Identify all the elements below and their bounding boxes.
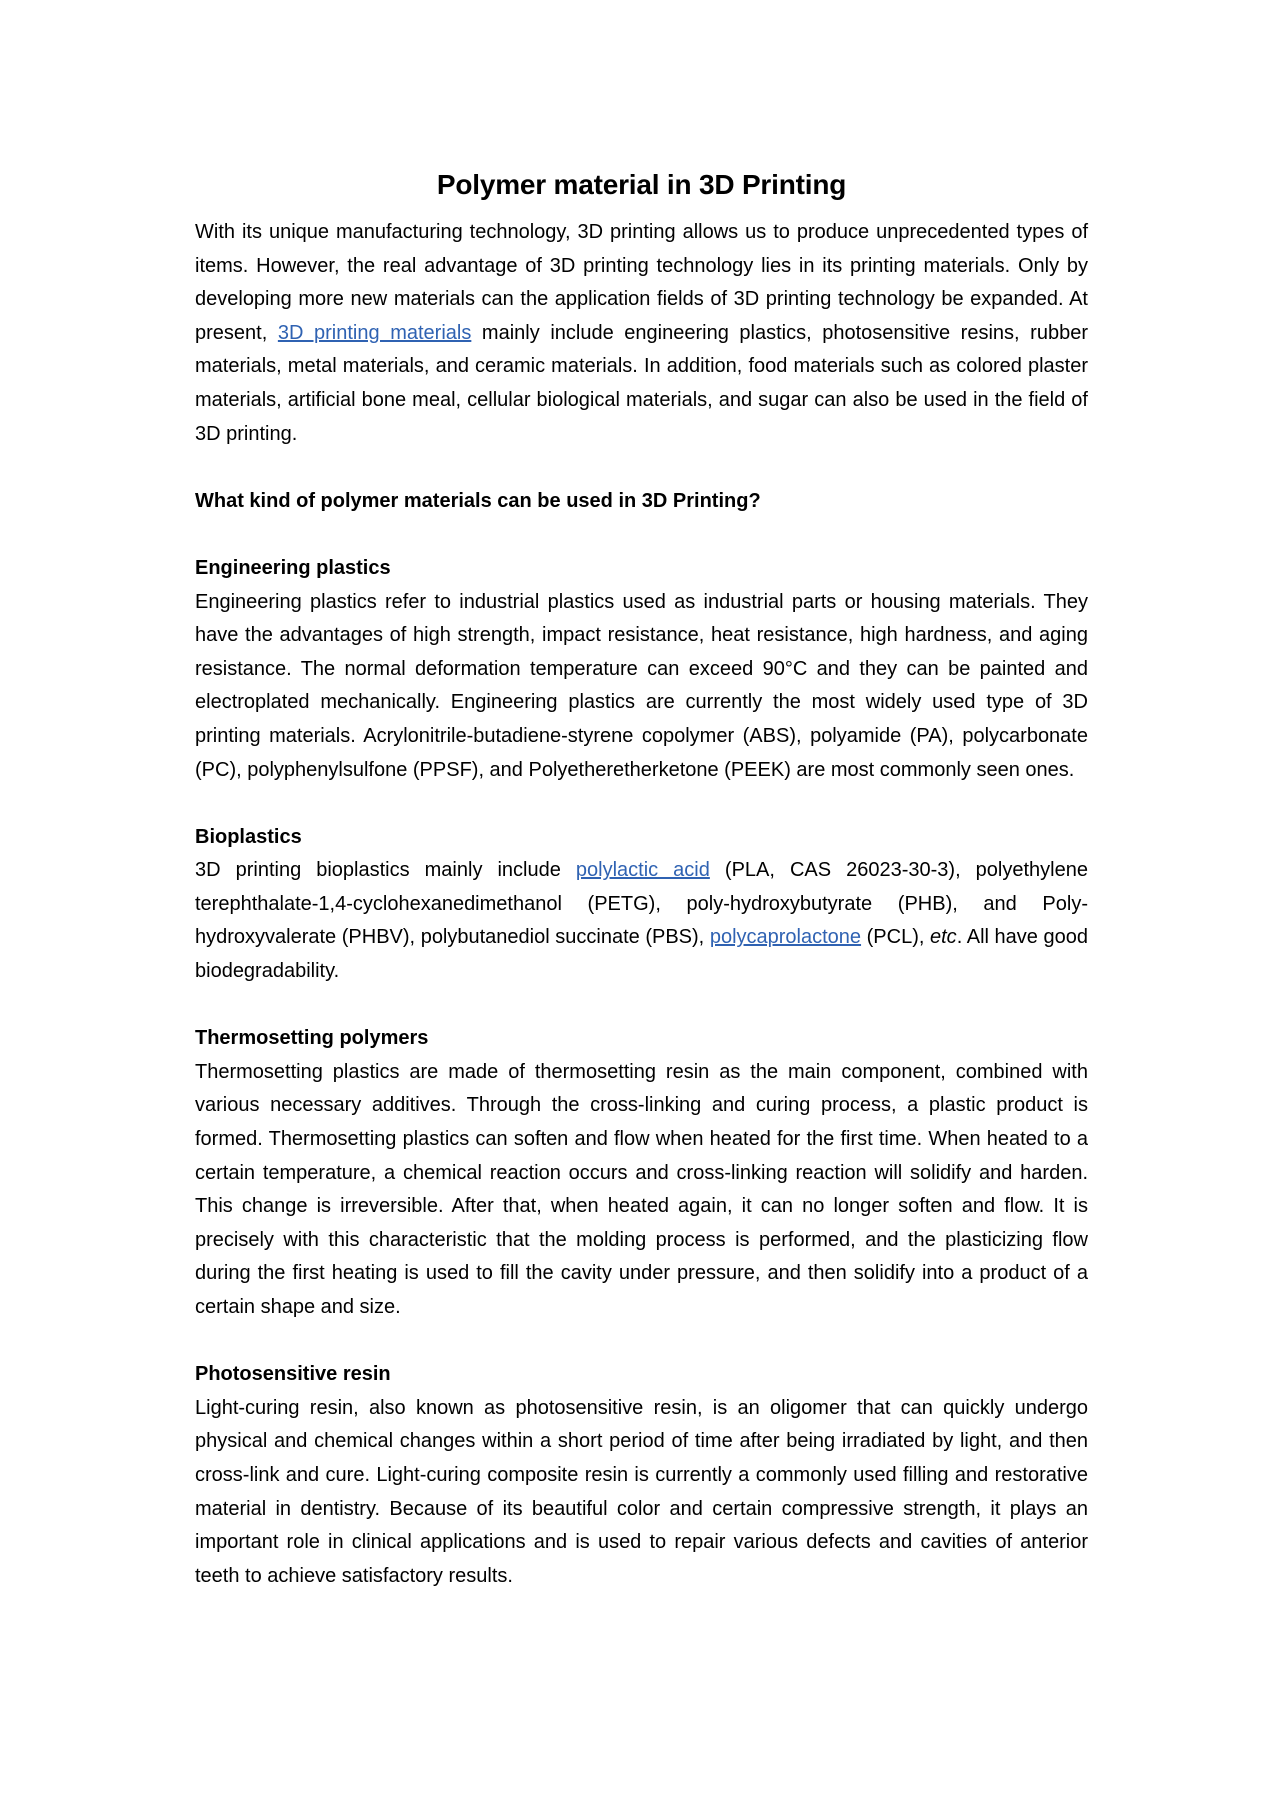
engineering-plastics-paragraph: Engineering plastics refer to industrial plastics used as industrial parts or housing materials. They have the advantages of high strength, impact resistance, heat resistance, high hardness, and aging resistance. The normal deformation temperature can exceed 90°C and they can be painted and electroplated mechanically. Engineering plastics are currently the most widely used type of 3D printing materials. Acrylonitrile-butadiene-styrene copolymer (ABS), polyamide (PA), polycarbonate (PC), polyphenylsulfone (PPSF), and Polyetheretherketone (PEEK) are most commonly seen ones. (195, 590, 1088, 781)
intro-text-1: With its unique manufacturing technology, 3D printing allows us to produce unprecedented types of items. However, the real advantage of 3D printing technology lies in its printing materials. Only by developing more new materials can the application fields of 3D printing technology be expanded. At present, (195, 221, 1088, 344)
section-heading-bioplastics: Bioplastics (195, 825, 302, 848)
bioplastics-paragraph (195, 854, 1088, 988)
section-heading-photosensitive-resin: Photosensitive resin (195, 1363, 391, 1386)
document-page (195, 168, 1088, 1593)
bioplastics-text-4: . All have good biodegradability. (195, 926, 1088, 983)
bioplastics-etc: etc (930, 926, 957, 949)
spacer (195, 518, 1088, 552)
intro-paragraph (195, 216, 1088, 451)
photosensitive-paragraph: Light-curing resin, also known as photosensitive resin, is an oligomer that can quickly undergo physical and chemical changes within a short period of time after being irradiated by light, and then cross-link and cure. Light-curing composite resin is currently a commonly used filling and restorative material in dentistry. Because of its beautiful color and certain compressive strength, it plays an important role in clinical applications and is used to repair various defects and cavities of anterior teeth to achieve satisfactory results. (195, 1396, 1088, 1587)
spacer (195, 787, 1088, 821)
polycaprolactone-link[interactable]: polycaprolactone (709, 926, 862, 949)
bioplastics-text-3: (PCL), (861, 926, 930, 949)
section-heading-engineering-plastics: Engineering plastics (195, 556, 391, 579)
intro-text-2: mainly include engineering plastics, photosensitive resins, rubber materials, metal materials, and ceramic materials. In addition, food materials such as colored plaster materials, artificial bone meal, cellular biological materials, and sugar can also be used in the field of 3D printing. (195, 321, 1088, 445)
section-heading-thermosetting-polymers: Thermosetting polymers (195, 1027, 429, 1050)
thermosetting-paragraph: Thermosetting plastics are made of thermosetting resin as the main component, combined with various necessary additives. Through the cross-linking and curing process, a plastic product is formed. Thermosetting plastics can soften and flow when heated for the first time. When heated to a certain temperature, a chemical reaction occurs and cross-linking reaction will solidify and harden. This change is irreversible. After that, when heated again, it can no longer soften and flow. It is precisely with this characteristic that the molding process is performed, and the plasticizing flow during the first heating is used to fill the cavity under pressure, and then solidify into a product of a certain shape and size. (195, 1060, 1088, 1318)
question-heading: What kind of polymer materials can be used in 3D Printing? (195, 489, 761, 512)
spacer (195, 1325, 1088, 1359)
polylactic-acid-link[interactable]: polylactic acid (575, 859, 710, 882)
3d-printing-materials-link[interactable]: 3D printing materials (277, 321, 472, 344)
bioplastics-text-1: 3D printing bioplastics mainly include (195, 859, 576, 882)
bioplastics-text-2: (PLA, CAS 26023-30-3), polyethylene terephthalate-1,4-cyclohexanedimethanol (PETG), poly-hydroxybutyrate (PHB), and Poly-hydroxyvalerate (PHBV), polybutanediol succinate (PBS), (195, 859, 1088, 949)
spacer (195, 451, 1088, 485)
spacer (195, 989, 1088, 1023)
document-title: Polymer material in 3D Printing (436, 169, 847, 200)
